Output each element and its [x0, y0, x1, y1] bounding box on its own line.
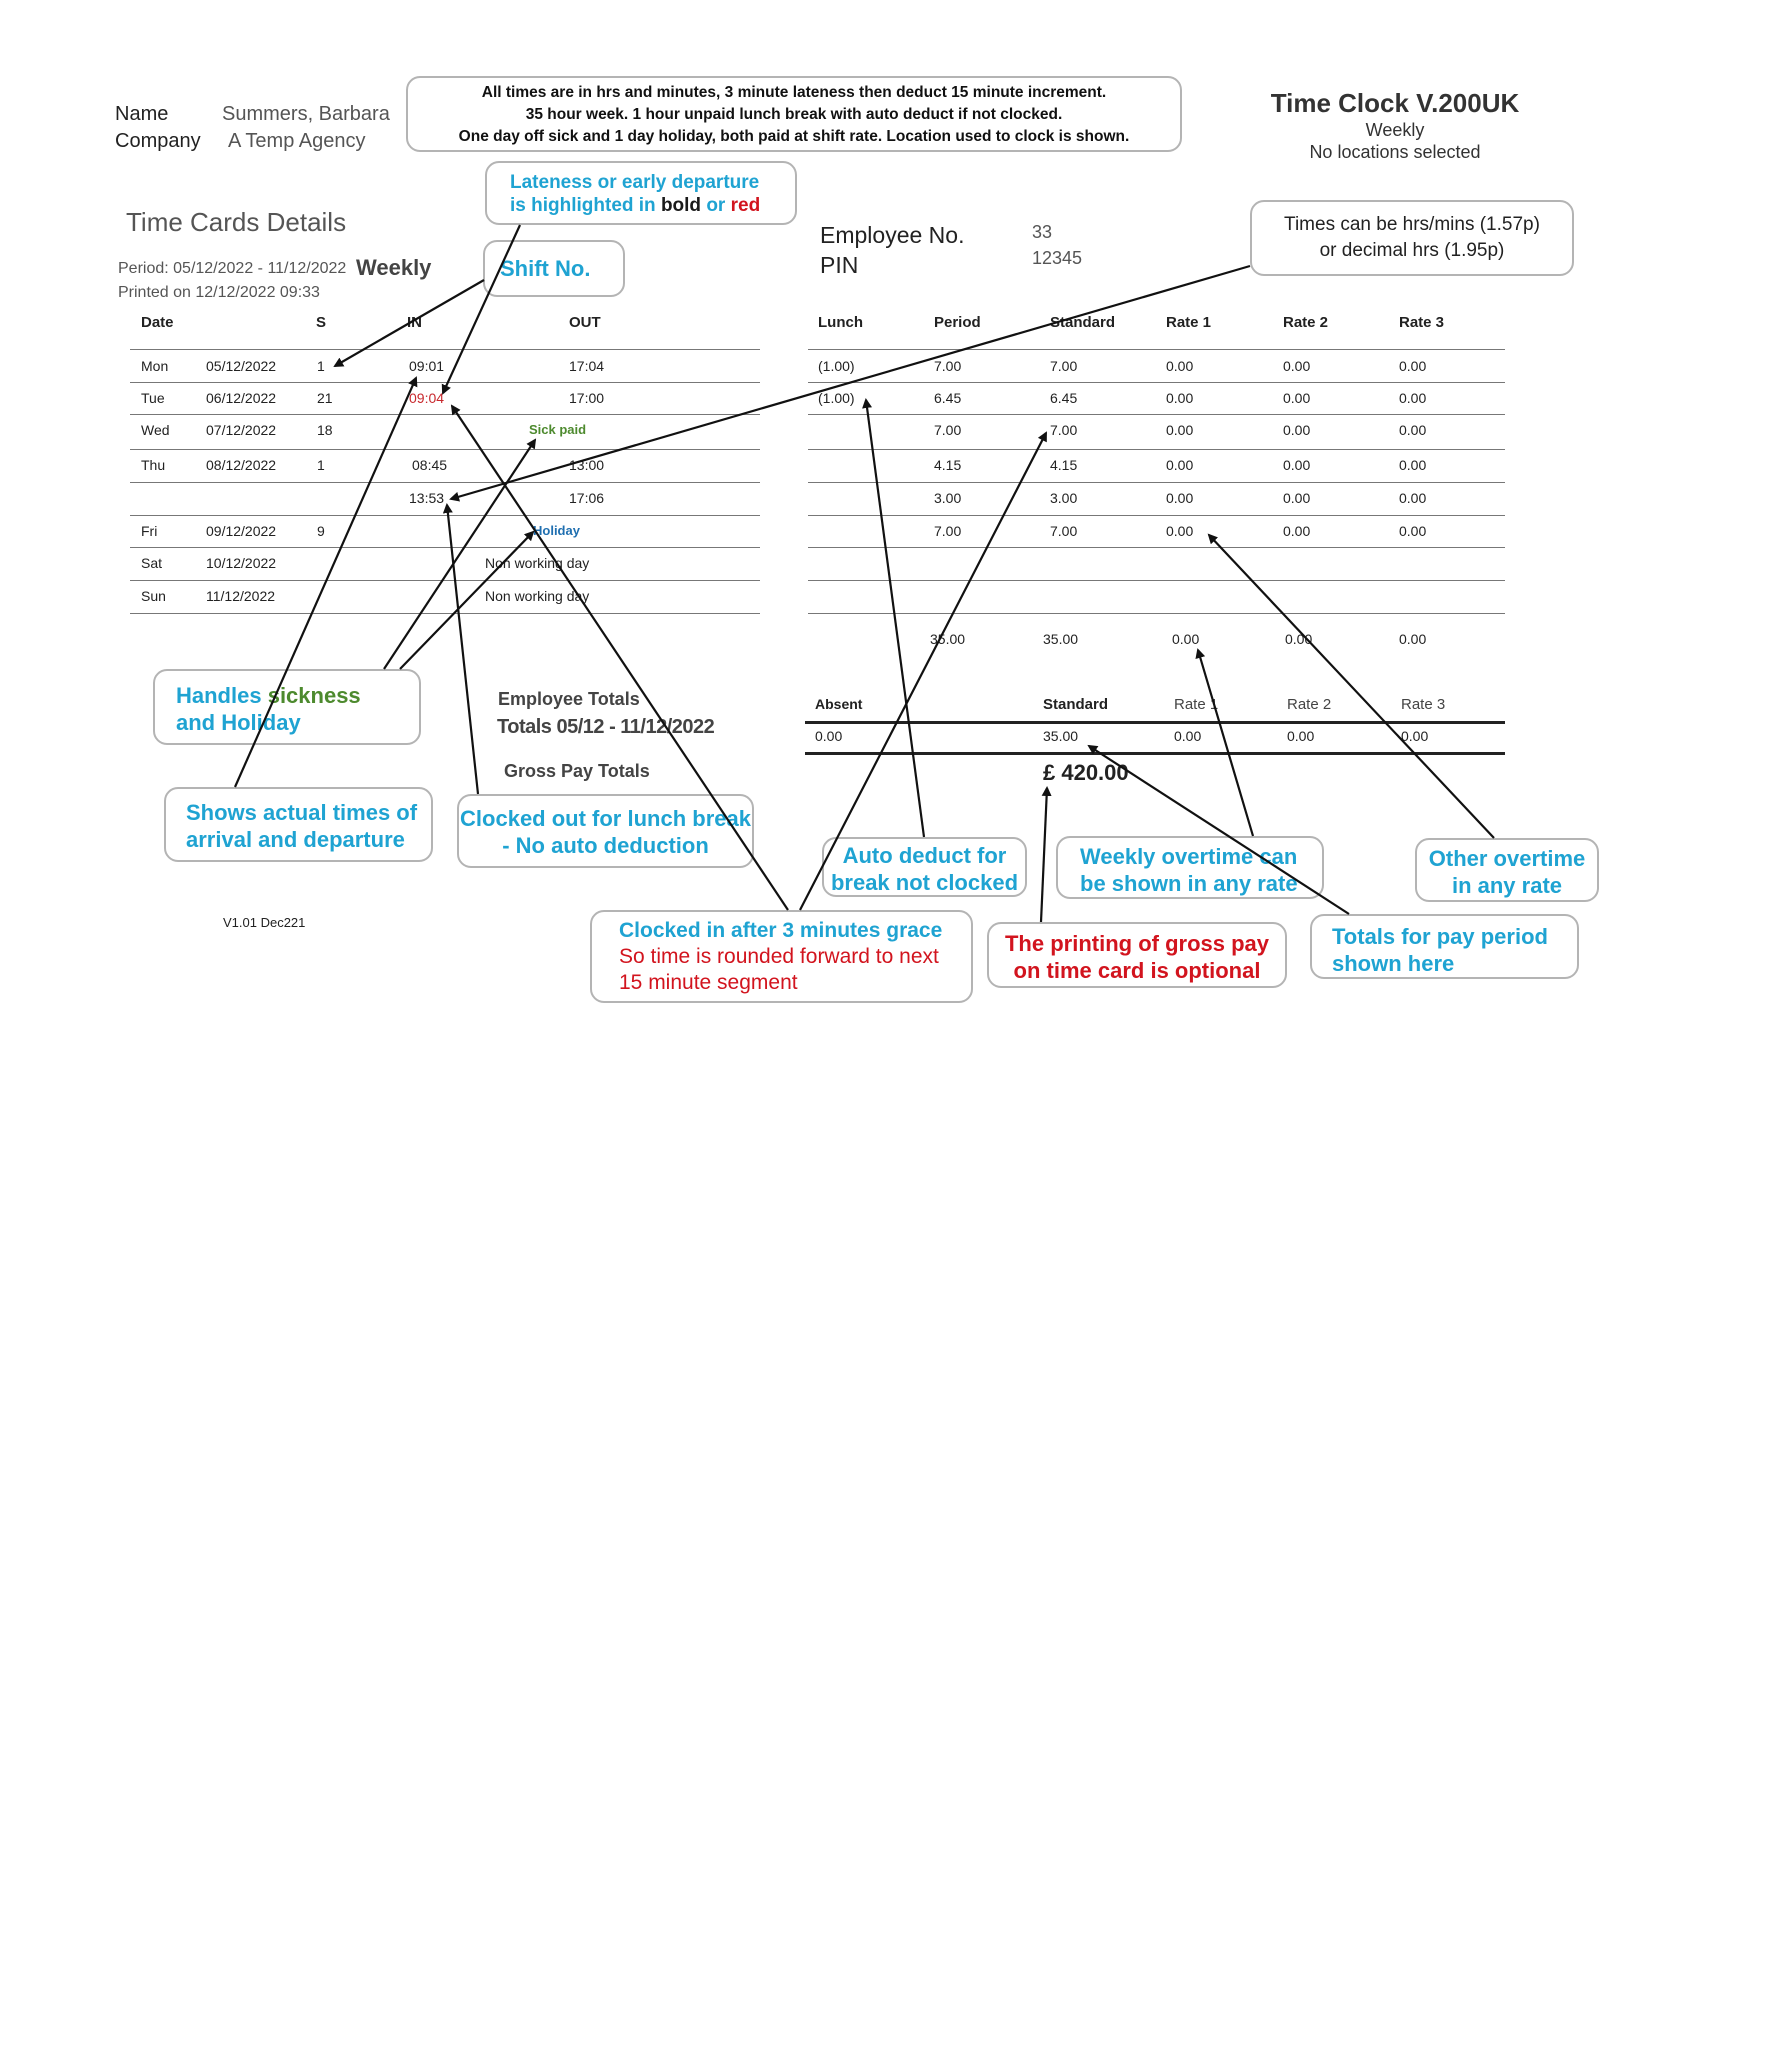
totals-value-rate2: 0.00	[1287, 728, 1315, 744]
table-rule	[808, 613, 1505, 614]
row-shift: 9	[317, 523, 325, 539]
row-rate1: 0.00	[1166, 390, 1194, 406]
callout-printing-line2: on time card is optional	[1013, 958, 1261, 983]
table-rule	[130, 515, 760, 516]
row-standard: 4.15	[1050, 457, 1078, 473]
row-shift: 1	[317, 358, 325, 374]
employee-no-label: Employee No.	[820, 222, 965, 248]
name-value: Summers, Barbara	[222, 103, 390, 125]
callout-sickness-holiday	[153, 669, 421, 745]
arrow-printing-gross	[1041, 788, 1047, 922]
table-rule	[130, 382, 760, 383]
col-header-out: OUT	[569, 314, 601, 331]
row-standard: 7.00	[1050, 523, 1078, 539]
arrow-weekly-overtime	[1198, 650, 1253, 836]
table-rule	[130, 482, 760, 483]
row-period: 4.15	[934, 457, 962, 473]
callout-shift-no-text: Shift No.	[500, 256, 591, 281]
row-out: 17:04	[569, 358, 605, 374]
row-rate1: 0.00	[1166, 523, 1194, 539]
row-rate1: 0.00	[1166, 358, 1194, 374]
info-line-2: 35 hour week. 1 hour unpaid lunch break with auto deduct if not clocked.	[525, 106, 1063, 123]
row-date: 08/12/2022	[206, 457, 277, 473]
gross-pay-value: £ 420.00	[1043, 760, 1129, 785]
app-frequency: Weekly	[1365, 120, 1425, 140]
callout-actual-times	[164, 787, 433, 862]
callout-grace-line3: 15 minute segment	[619, 971, 798, 994]
row-out: 13:00	[569, 457, 605, 473]
callout-times-format	[1250, 200, 1574, 276]
totals-header-standard: Standard	[1043, 696, 1109, 713]
row-shift: 21	[317, 390, 333, 406]
arrow-auto-deduct	[866, 400, 924, 837]
page-title: Time Cards Details	[126, 207, 347, 237]
callout-times-line1: Times can be hrs/mins (1.57p)	[1284, 214, 1540, 235]
row-in: 09:01	[409, 358, 445, 374]
row-rate2: 0.00	[1283, 523, 1311, 539]
totals-header-rate1: Rate 1	[1174, 696, 1219, 713]
row-day: Fri	[141, 523, 158, 539]
row-day: Sun	[141, 588, 166, 604]
row-rate3: 0.00	[1399, 422, 1427, 438]
callout-grace	[590, 910, 973, 1003]
callout-lunch-line2: - No auto deduction	[502, 833, 709, 858]
callout-handles-holiday: and Holiday	[176, 710, 301, 735]
table-rule	[808, 349, 1505, 350]
row-period: 3.00	[934, 490, 962, 506]
row-out: Non working day	[485, 588, 590, 604]
row-day: Thu	[141, 457, 166, 473]
version-label: V1.01 Dec221	[223, 915, 306, 930]
callout-lunch-clocked	[457, 794, 754, 868]
company-value: A Temp Agency	[228, 130, 366, 152]
callout-other-line1: Other overtime	[1428, 846, 1586, 871]
row-rate3: 0.00	[1399, 523, 1427, 539]
employee-totals-range: Totals 05/12 - 11/12/2022	[497, 716, 715, 738]
callout-weekly-overtime	[1056, 836, 1324, 899]
row-in: 13:53	[409, 490, 445, 506]
callout-other-line2: in any rate	[1451, 873, 1563, 898]
gross-pay-title: Gross Pay Totals	[504, 761, 650, 781]
row-out: Non working day	[485, 555, 590, 571]
table-rule	[130, 547, 760, 548]
table-rule	[130, 580, 760, 581]
total-rate3: 0.00	[1399, 631, 1427, 647]
totals-rule-top	[805, 721, 1505, 724]
table-rule	[130, 613, 760, 614]
table-rule	[808, 414, 1505, 415]
callout-lunch-line1: Clocked out for lunch break	[460, 806, 751, 831]
row-rate1: 0.00	[1166, 422, 1194, 438]
employee-no-value: 33	[1032, 222, 1053, 242]
totals-value-rate1: 0.00	[1174, 728, 1202, 744]
callout-times-line2: or decimal hrs (1.95p)	[1319, 240, 1505, 261]
table-rule	[130, 449, 760, 450]
total-rate2: 0.00	[1285, 631, 1313, 647]
totals-header-absent: Absent	[815, 696, 863, 712]
col-header-lunch: Lunch	[818, 314, 863, 331]
col-header-standard: Standard	[1050, 314, 1116, 331]
printed-on: Printed on 12/12/2022 09:33	[118, 284, 320, 301]
row-period: 7.00	[934, 358, 962, 374]
total-rate1: 0.00	[1172, 631, 1200, 647]
totals-value-absent: 0.00	[815, 728, 843, 744]
row-day: Sat	[141, 555, 163, 571]
app-locations: No locations selected	[1309, 142, 1481, 162]
row-date: 07/12/2022	[206, 422, 277, 438]
callout-totals-line2: shown here	[1332, 951, 1455, 976]
callout-actual-line2: arrival and departure	[186, 827, 405, 852]
col-header-date: Date	[141, 314, 174, 331]
period-frequency: Weekly	[356, 255, 432, 280]
row-in: 08:45	[412, 457, 448, 473]
callout-shift-no	[483, 240, 625, 297]
table-rule	[130, 349, 760, 350]
employee-totals-title: Employee Totals	[498, 689, 640, 709]
period-range: Period: 05/12/2022 - 11/12/2022	[118, 260, 347, 277]
row-rate2: 0.00	[1283, 457, 1311, 473]
row-rate2: 0.00	[1283, 490, 1311, 506]
info-line-1: All times are in hrs and minutes, 3 minute lateness then deduct 15 minute increment.	[481, 84, 1107, 101]
col-header-rate1: Rate 1	[1166, 314, 1212, 331]
row-shift: 1	[317, 457, 325, 473]
callout-auto-deduct	[822, 837, 1027, 897]
name-label: Name	[115, 103, 169, 125]
row-day: Mon	[141, 358, 169, 374]
row-rate2: 0.00	[1283, 422, 1311, 438]
pin-label: PIN	[820, 252, 859, 278]
table-rule	[808, 449, 1505, 450]
row-date: 05/12/2022	[206, 358, 277, 374]
callout-lateness-or: or	[701, 195, 731, 216]
row-rate1: 0.00	[1166, 490, 1194, 506]
callout-printing-gross	[987, 922, 1287, 988]
callout-weekly-line2: be shown in any rate	[1080, 871, 1298, 896]
totals-value-standard: 35.00	[1043, 728, 1079, 744]
row-rate2: 0.00	[1283, 390, 1311, 406]
row-day: Wed	[141, 422, 170, 438]
row-rate3: 0.00	[1399, 390, 1427, 406]
info-note-box	[406, 76, 1182, 152]
row-in: 09:04	[409, 390, 445, 406]
row-standard: 7.00	[1050, 422, 1078, 438]
totals-value-rate3: 0.00	[1401, 728, 1429, 744]
callout-printing-line1: The printing of gross pay	[1004, 931, 1269, 956]
total-period: 35.00	[930, 631, 966, 647]
totals-header-rate2: Rate 2	[1287, 696, 1332, 713]
row-out: 17:00	[569, 390, 605, 406]
row-date: 11/12/2022	[206, 588, 276, 604]
col-header-shift: S	[316, 314, 327, 331]
pin-value: 12345	[1032, 248, 1083, 268]
row-period: 7.00	[934, 523, 962, 539]
callout-other-overtime	[1415, 838, 1599, 902]
row-out: 17:06	[569, 490, 605, 506]
row-lunch: (1.00)	[818, 390, 855, 406]
table-rule	[808, 580, 1505, 581]
callout-lateness-line1: Lateness or early departure	[510, 172, 760, 193]
col-header-period: Period	[934, 314, 981, 331]
callout-lateness-red: red	[730, 195, 761, 216]
row-day: Tue	[141, 390, 165, 406]
callout-lateness	[485, 161, 797, 225]
row-rate3: 0.00	[1399, 358, 1427, 374]
row-rate2: 0.00	[1283, 358, 1311, 374]
table-rule	[808, 515, 1505, 516]
callout-auto-line2: break not clocked	[830, 870, 1019, 895]
row-standard: 3.00	[1050, 490, 1078, 506]
row-lunch: (1.00)	[818, 358, 855, 374]
row-standard: 6.45	[1050, 390, 1078, 406]
callout-pay-period-totals	[1310, 914, 1579, 979]
app-title: Time Clock V.200UK	[1270, 88, 1520, 118]
total-standard: 35.00	[1043, 631, 1079, 647]
row-period: 6.45	[934, 390, 962, 406]
callout-actual-line1: Shows actual times of	[186, 800, 418, 825]
company-label: Company	[115, 130, 201, 152]
arrow-lunch-clocked	[447, 505, 478, 794]
row-out: Sick paid	[529, 422, 587, 437]
callout-grace-line1: Clocked in after 3 minutes grace	[619, 919, 943, 942]
row-date: 10/12/2022	[206, 555, 277, 571]
info-line-3: One day off sick and 1 day holiday, both paid at shift rate. Location used to clock is shown.	[458, 128, 1130, 145]
row-standard: 7.00	[1050, 358, 1078, 374]
callout-totals-line1: Totals for pay period	[1332, 924, 1548, 949]
row-date: 09/12/2022	[206, 523, 277, 539]
table-rule	[808, 482, 1505, 483]
callout-lateness-bold: bold	[660, 195, 702, 216]
totals-rule-bottom	[805, 752, 1505, 755]
callout-weekly-line1: Weekly overtime can	[1080, 844, 1298, 869]
col-header-rate3: Rate 3	[1399, 314, 1445, 331]
table-rule	[808, 382, 1505, 383]
callout-lateness-text: is highlighted in	[510, 195, 661, 216]
row-period: 7.00	[934, 422, 962, 438]
table-rule	[808, 547, 1505, 548]
col-header-rate2: Rate 2	[1283, 314, 1329, 331]
callout-auto-line1: Auto deduct for	[842, 843, 1007, 868]
row-shift: 18	[317, 422, 333, 438]
table-rule	[130, 414, 760, 415]
row-rate1: 0.00	[1166, 457, 1194, 473]
callout-handles-sickness: sickness	[267, 683, 361, 708]
callout-grace-line2: So time is rounded forward to next	[619, 945, 939, 968]
row-rate3: 0.00	[1399, 490, 1427, 506]
col-header-in: IN	[407, 314, 422, 331]
callout-handles-text: Handles	[176, 683, 268, 708]
row-rate3: 0.00	[1399, 457, 1427, 473]
row-out: Holiday	[533, 523, 580, 538]
row-date: 06/12/2022	[206, 390, 277, 406]
totals-header-rate3: Rate 3	[1401, 696, 1446, 713]
